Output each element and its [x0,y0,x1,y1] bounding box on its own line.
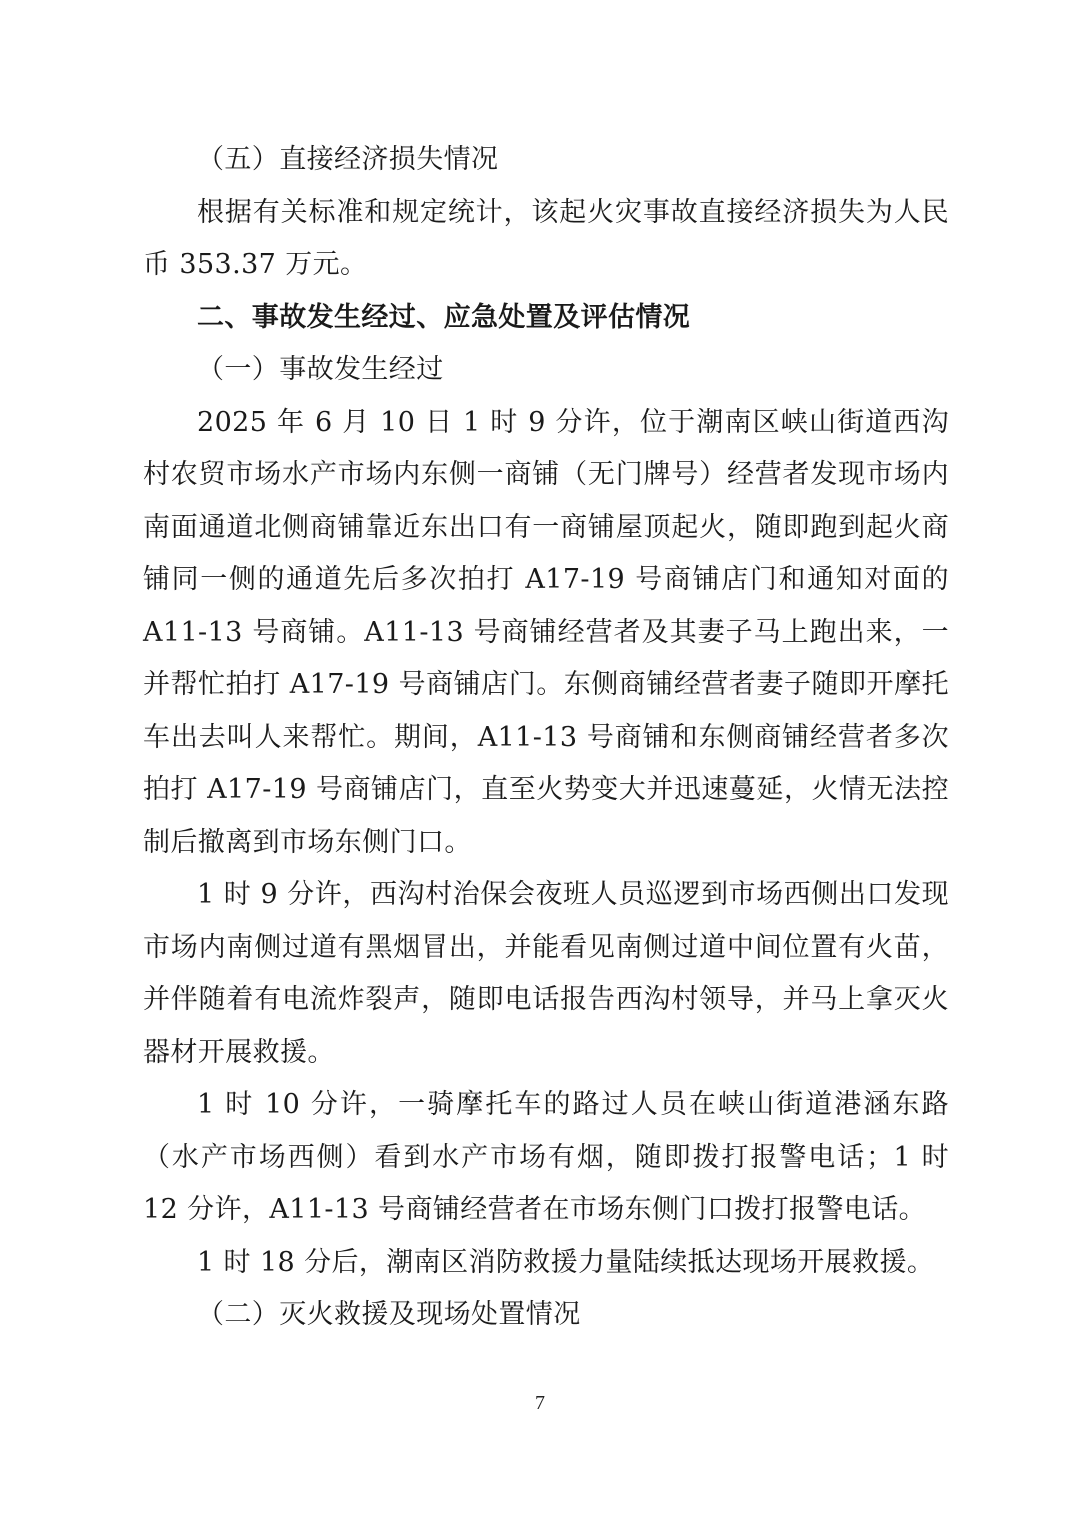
paragraph-patrol-discovery: 1 时 9 分许，西沟村治保会夜班人员巡逻到市场西侧出口发现市场内南侧过道有黑烟冒出，并能看见南侧过道中间位置有火苗，并伴随着有电流炸裂声，随即电话报告西沟村领导，并马上拿灭火器材开展救援。 [143,879,949,1068]
document-body [143,134,949,1342]
page-number: 7 [535,1392,545,1414]
section-heading-accident-process: 二、事故发生经过、应急处置及评估情况 [197,301,691,333]
subheading-accident-occurrence: （一）事故发生经过 [197,354,444,385]
paragraph-economic-loss: 根据有关标准和规定统计，该起火灾事故直接经济损失为人民币 353.37 万元。 [143,196,949,280]
subheading-fire-rescue-handling: （二）灭火救援及现场处置情况 [197,1299,581,1330]
subheading-economic-loss: （五）直接经济损失情况 [197,144,499,175]
paragraph-fire-rescue-arrival: 1 时 18 分后，潮南区消防救援力量陆续抵达现场开展救援。 [197,1246,935,1278]
paragraph-alarm-calls: 1 时 10 分许，一骑摩托车的路过人员在峡山街道港涵东路（水产市场西侧）看到水产市场有烟，随即拨打报警电话；1 时 12 分许，A11-13 号商铺经营者在市场东侧门口拨打报警电话。 [143,1089,949,1225]
paragraph-accident-occurrence: 2025 年 6 月 10 日 1 时 9 分许，位于潮南区峡山街道西沟村农贸市场水产市场内东侧一商铺（无门牌号）经营者发现市场内南面通道北侧商铺靠近东出口有一商铺屋顶起火，随即跑到起火商铺同一侧的通道先后多次拍打 A17-19 号商铺店门和通知对面的 A11-13 号商铺。A11-13 号商铺经营者及其妻子马上跑出来，一并帮忙拍打 A17-19 号商铺店门。东侧商铺经营者妻子随即开摩托车出去叫人来帮忙。期间，A11-13 号商铺和东侧商铺经营者多次拍打 A17-19 号商铺店门，直至火势变大并迅速蔓延，火情无法控制后撤离到市场东侧门口。 [143,406,949,858]
